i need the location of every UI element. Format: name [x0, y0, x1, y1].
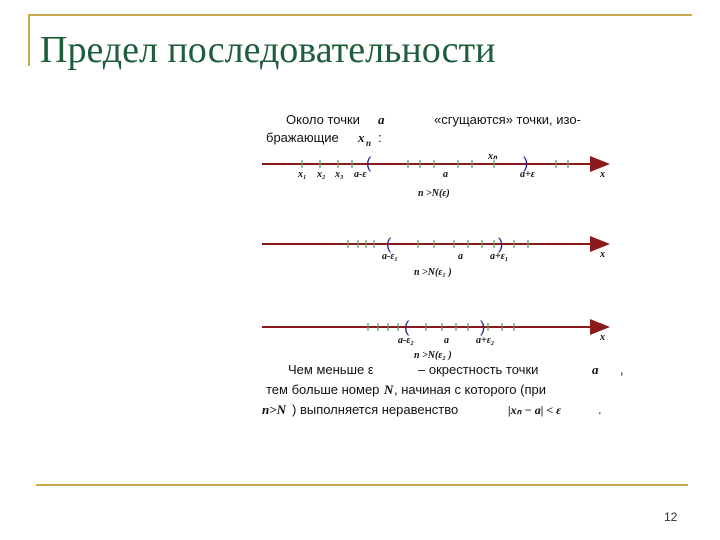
- intro-text-1a: Около точки: [286, 112, 360, 127]
- axis-label-3: x: [600, 332, 605, 343]
- conclusion-end: .: [598, 402, 602, 417]
- intro-text-2: бражающие: [266, 130, 339, 145]
- right-bound-2: a+ε₁: [490, 251, 509, 262]
- xn-label: xₙ: [488, 151, 497, 162]
- intro-text-1b: «сгущаются» точки, изо-: [434, 112, 581, 127]
- slide-title: Предел последовательности: [40, 29, 496, 71]
- conclusion-point-a: a: [592, 362, 599, 377]
- right-bracket-2: ): [498, 236, 504, 253]
- conclusion-text-1b: – окрестность точки: [418, 362, 539, 377]
- page-number: 12: [664, 510, 678, 524]
- top-decor-line: [28, 14, 692, 16]
- figure-svg: [258, 104, 628, 434]
- intro-xn: x: [358, 130, 365, 145]
- condition-1: n >N(ε): [418, 188, 450, 199]
- conclusion-N: N: [384, 382, 394, 397]
- number-axis-2: [262, 236, 608, 278]
- conclusion-comma: ,: [620, 362, 624, 377]
- axis-label-1: x: [600, 169, 605, 180]
- center-2: a: [458, 251, 463, 262]
- conclusion-text-1a: Чем меньше ε: [288, 362, 374, 377]
- number-axis-3: [262, 319, 608, 361]
- conclusion-text-2a: тем больше номер: [266, 382, 380, 397]
- center-1: a: [443, 169, 448, 180]
- center-3: a: [444, 335, 449, 346]
- left-bracket-3: (: [404, 319, 410, 336]
- right-bound-3: a+ε₂: [476, 335, 495, 346]
- bottom-decor-line: [36, 484, 688, 486]
- x2-label: x₂: [317, 169, 326, 180]
- left-bound-3: a-ε₂: [398, 335, 414, 346]
- condition-3: n >N(ε₂ ): [414, 350, 452, 361]
- intro-xn-sub: n: [366, 138, 372, 148]
- conclusion-n-gt-N: n>N: [262, 402, 287, 417]
- right-bound-1: a+ε: [520, 169, 535, 180]
- x3-label: x₃: [335, 169, 344, 180]
- left-bound-2: a-ε₁: [382, 251, 398, 262]
- axis-label-2: x: [600, 249, 605, 260]
- left-bracket-2: (: [386, 236, 392, 253]
- conclusion-text-2b: , начиная с которого (при: [394, 382, 546, 397]
- inequality: |xₙ − a| < ε: [508, 403, 562, 417]
- left-bound-1: a-ε: [354, 169, 367, 180]
- right-bracket-1: ): [523, 155, 529, 172]
- x1-label: x₁: [298, 169, 307, 180]
- conclusion-text-3b: ) выполняется неравенство: [292, 402, 459, 417]
- left-decor-line: [28, 14, 30, 66]
- left-bracket-1: (: [366, 155, 372, 172]
- intro-colon: :: [378, 130, 382, 145]
- number-axis-1: [262, 151, 608, 199]
- condition-2: n >N(ε₁ ): [414, 267, 452, 278]
- sequence-limit-figure: [258, 104, 628, 434]
- intro-point-a: a: [378, 112, 385, 127]
- right-bracket-3: ): [480, 319, 486, 336]
